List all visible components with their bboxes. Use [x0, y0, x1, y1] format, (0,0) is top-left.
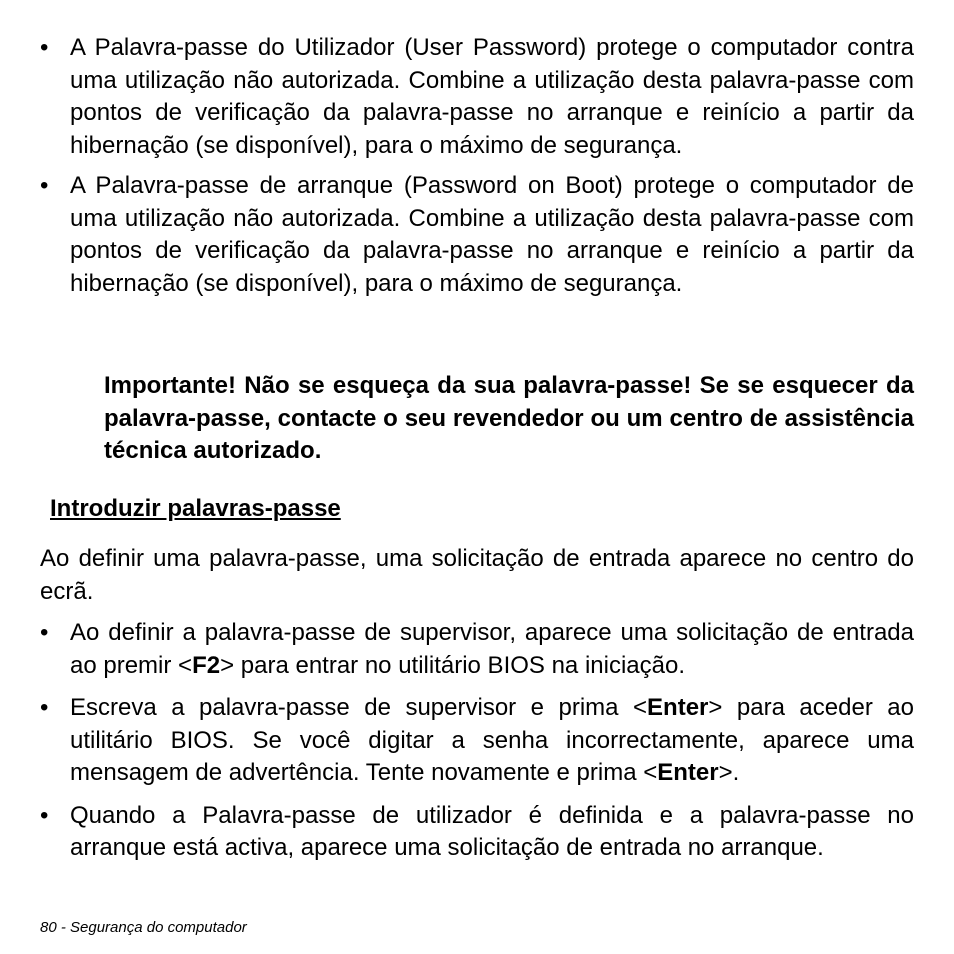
bullet-icon: •	[40, 34, 49, 61]
list-item-text: A Palavra-passe do Utilizador (User Password) protege o computador contra uma utilização não autorizada. Combine a utilização desta palavra-passe com pontos de verificação da palavra-passe no arranque e reinício a partir da hibernação (se disponível), para o máximo de segurança.	[70, 34, 914, 159]
intro-paragraph: Ao definir uma palavra-passe, uma solicitação de entrada aparece no centro do ecrã.	[40, 545, 914, 605]
key-name: Enter	[657, 759, 719, 786]
key-name: F2	[192, 651, 221, 679]
list-item-supervisor-enter	[40, 692, 914, 790]
bullet-icon: •	[40, 172, 49, 199]
text-segment: >.	[718, 759, 740, 786]
text-segment: > para aceder ao utilitário BIOS. Se você digitar a senha incorrectamente, aparece uma mensagem de advertência. Tente novamente e prima <	[70, 694, 914, 786]
text-segment: Escreva a palavra-passe de supervisor e prima <	[70, 694, 648, 721]
text-segment: > para entrar no utilitário BIOS na iniciação.	[220, 651, 685, 679]
list-item-user-boot-prompt	[40, 800, 914, 865]
page-footer: 80 - Segurança do computador	[40, 919, 247, 936]
text-segment: Ao definir a palavra-passe de supervisor, aparece uma solicitação de entrada ao premir <	[70, 619, 914, 679]
list-item-text: A Palavra-passe de arranque (Password on Boot) protege o computador de uma utilização não autorizada. Combine a utilização desta palavra-passe com pontos de verificação da palavra-passe no arranque e reinício a partir da hibernação (se disponível), para o máximo de segurança.	[70, 172, 914, 297]
section-heading: Introduzir palavras-passe	[50, 495, 341, 522]
password-entry-list	[0, 617, 914, 865]
key-name: Enter	[647, 694, 709, 721]
list-item-supervisor-f2	[40, 617, 914, 682]
important-note: Importante! Não se esqueça da sua palavra-passe! Se se esquecer da palavra-passe, contacte o seu revendedor ou um centro de assistência técnica autorizado.	[104, 372, 914, 464]
list-item-text: Quando a Palavra-passe de utilizador é definida e a palavra-passe no arranque está activa, aparece uma solicitação de entrada no arranque.	[70, 801, 914, 861]
list-item-user-password	[40, 32, 914, 162]
password-types-list	[0, 32, 914, 300]
bullet-icon: •	[40, 694, 49, 721]
bullet-icon: •	[40, 619, 49, 646]
list-item-boot-password	[40, 170, 914, 300]
bullet-icon: •	[40, 801, 49, 829]
